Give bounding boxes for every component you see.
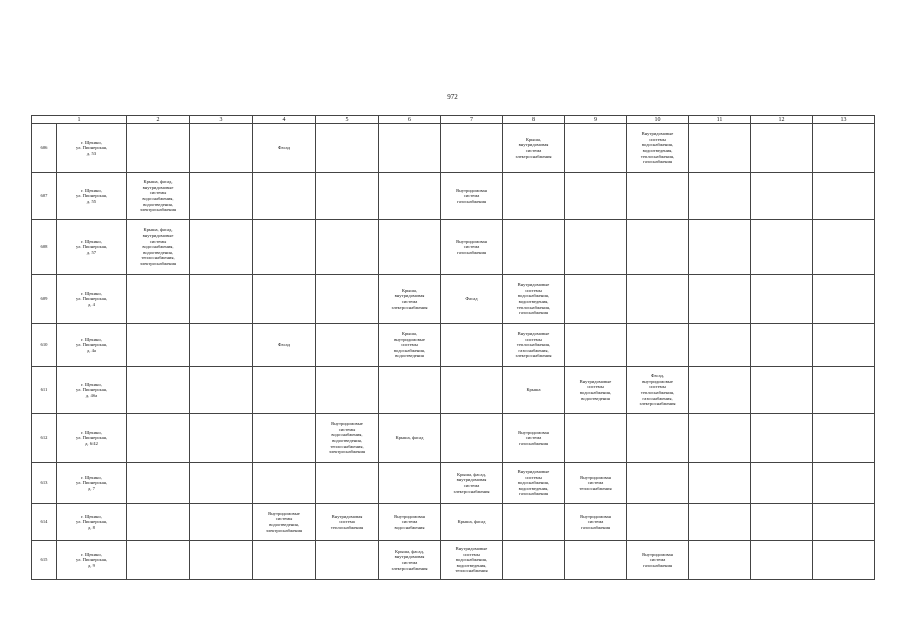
row-number: 613 xyxy=(32,463,57,504)
work-cell xyxy=(565,324,627,367)
work-cell xyxy=(689,504,751,541)
table-row xyxy=(32,504,875,541)
work-cell xyxy=(627,414,689,463)
work-cell: Внутридомовые системы водоснабжения, водоотведения xyxy=(565,367,627,414)
work-cell xyxy=(127,541,190,580)
row-number: 614 xyxy=(32,504,57,541)
work-cell: Внутридомовая система теплоснабжения xyxy=(565,463,627,504)
work-cell xyxy=(253,414,316,463)
work-cell xyxy=(813,275,875,324)
work-cell xyxy=(253,541,316,580)
work-cell xyxy=(316,367,379,414)
table-row xyxy=(32,414,875,463)
row-number: 608 xyxy=(32,220,57,275)
address-cell: г. Щекино, ул. Пионерская, д. 6/42 xyxy=(57,414,127,463)
work-cell: Крыша, фасад, внутридомовые системы водоснабжения, водоотведения, электроснабжения xyxy=(127,173,190,220)
work-cell: Внутридомовая система водоснабжения xyxy=(379,504,441,541)
table-row xyxy=(32,324,875,367)
header-row xyxy=(32,116,875,124)
work-cell xyxy=(565,414,627,463)
table-row xyxy=(32,173,875,220)
work-cell xyxy=(316,541,379,580)
table-row xyxy=(32,275,875,324)
work-cell xyxy=(565,220,627,275)
work-cell xyxy=(751,124,813,173)
column-header: 9 xyxy=(565,116,627,124)
work-cell xyxy=(190,220,253,275)
work-cell xyxy=(127,463,190,504)
work-cell: Внутридомовые системы теплоснабжения, газоснабжения, электроснабжения xyxy=(503,324,565,367)
work-cell: Внутридомовые системы водоснабжения, водоотведения, теплоснабжения, газоснабжения xyxy=(503,275,565,324)
column-header: 1 xyxy=(32,116,127,124)
work-cell xyxy=(689,220,751,275)
work-cell: Внутридомовые системы водоснабжения, водоотведения, газоснабжения xyxy=(503,463,565,504)
work-cell: Крыша, фасад xyxy=(441,504,503,541)
work-cell: Крыша, фасад, внутридомовая система электроснабжения xyxy=(441,463,503,504)
work-cell xyxy=(627,173,689,220)
address-cell: г. Щекино, ул. Пионерская, д. 4 xyxy=(57,275,127,324)
work-cell xyxy=(441,124,503,173)
work-cell xyxy=(190,414,253,463)
work-cell xyxy=(689,124,751,173)
address-cell: г. Щекино, ул. Пионерская, д. 8 xyxy=(57,504,127,541)
work-cell xyxy=(565,173,627,220)
work-cell xyxy=(813,463,875,504)
table-row xyxy=(32,541,875,580)
work-cell: Фасад, внутридомовые системы теплоснабжения, газоснабжения, электроснабжения xyxy=(627,367,689,414)
work-cell: Внутридомовые системы водоотведения, электроснабжения xyxy=(253,504,316,541)
row-number: 607 xyxy=(32,173,57,220)
work-cell xyxy=(190,275,253,324)
column-header: 8 xyxy=(503,116,565,124)
work-cell xyxy=(379,463,441,504)
work-cell xyxy=(813,367,875,414)
row-number: 612 xyxy=(32,414,57,463)
work-cell xyxy=(503,541,565,580)
work-cell xyxy=(689,173,751,220)
work-cell xyxy=(813,124,875,173)
work-cell: Внутридомовая система газоснабжения xyxy=(627,541,689,580)
work-cell xyxy=(127,367,190,414)
work-cell xyxy=(689,541,751,580)
table-row xyxy=(32,367,875,414)
work-cell: Крыша, внутридомовая система электроснабжения xyxy=(503,124,565,173)
page-number: 972 xyxy=(447,93,458,101)
address-cell: г. Щекино, ул. Пионерская, д. 7 xyxy=(57,463,127,504)
work-cell xyxy=(627,275,689,324)
address-cell: г. Щекино, ул. Пионерская, д. 4ба xyxy=(57,367,127,414)
work-cell xyxy=(316,275,379,324)
work-cell xyxy=(813,414,875,463)
work-cell xyxy=(316,324,379,367)
work-cell xyxy=(441,324,503,367)
work-cell xyxy=(813,220,875,275)
work-cell xyxy=(813,541,875,580)
work-cell: Внутридомовые системы водоснабжения, водоотведения, теплоснабжения, газоснабжения xyxy=(627,124,689,173)
work-cell xyxy=(253,173,316,220)
work-cell xyxy=(441,414,503,463)
column-header: 4 xyxy=(253,116,316,124)
address-cell: г. Щекино, ул. Пионерская, д. 9 xyxy=(57,541,127,580)
work-cell xyxy=(316,173,379,220)
work-cell: Внутридомовая система теплоснабжения xyxy=(316,504,379,541)
work-cell xyxy=(190,541,253,580)
work-cell: Внутридомовые системы водоснабжения, водоотведения, теплоснабжения xyxy=(441,541,503,580)
works-schedule-table xyxy=(31,115,875,580)
work-cell xyxy=(190,124,253,173)
work-cell xyxy=(253,367,316,414)
work-cell xyxy=(441,367,503,414)
work-cell xyxy=(127,124,190,173)
work-cell xyxy=(190,324,253,367)
work-cell xyxy=(751,220,813,275)
work-cell xyxy=(190,173,253,220)
work-cell: Крыша, фасад xyxy=(379,414,441,463)
work-cell xyxy=(316,220,379,275)
address-cell: г. Щекино, ул. Пионерская, д. 55 xyxy=(57,173,127,220)
address-cell: г. Щекино, ул. Пионерская, д. 53 xyxy=(57,124,127,173)
work-cell xyxy=(253,275,316,324)
work-cell xyxy=(503,220,565,275)
address-cell: г. Щекино, ул. Пионерская, д. 4а xyxy=(57,324,127,367)
work-cell xyxy=(751,541,813,580)
work-cell xyxy=(190,504,253,541)
column-header: 13 xyxy=(813,116,875,124)
work-cell xyxy=(751,463,813,504)
column-header: 11 xyxy=(689,116,751,124)
row-number: 606 xyxy=(32,124,57,173)
column-header: 10 xyxy=(627,116,689,124)
work-cell xyxy=(565,275,627,324)
column-header: 2 xyxy=(127,116,190,124)
work-cell: Крыша, внутридомовая система электроснабжения xyxy=(379,275,441,324)
work-cell xyxy=(253,220,316,275)
work-cell: Фасад xyxy=(253,124,316,173)
work-cell xyxy=(379,124,441,173)
work-cell xyxy=(813,173,875,220)
row-number: 609 xyxy=(32,275,57,324)
row-number: 610 xyxy=(32,324,57,367)
table-row xyxy=(32,220,875,275)
work-cell: Крыша, фасад, внутридомовые системы водоснабжения, водоотведения, теплоснабжения, электроснабжения xyxy=(127,220,190,275)
work-cell xyxy=(689,324,751,367)
work-cell xyxy=(316,463,379,504)
work-cell xyxy=(565,541,627,580)
work-cell: Внутридомовая система газоснабжения xyxy=(565,504,627,541)
work-cell xyxy=(379,220,441,275)
work-cell xyxy=(627,324,689,367)
work-cell xyxy=(627,463,689,504)
work-cell: Крыша xyxy=(503,367,565,414)
work-cell xyxy=(751,173,813,220)
work-cell: Внутридомовая система газоснабжения xyxy=(441,220,503,275)
work-cell xyxy=(627,504,689,541)
work-cell xyxy=(503,173,565,220)
row-number: 611 xyxy=(32,367,57,414)
work-cell: Фасад xyxy=(253,324,316,367)
table-row xyxy=(32,124,875,173)
row-number: 615 xyxy=(32,541,57,580)
table-body xyxy=(32,124,875,580)
work-cell xyxy=(127,324,190,367)
work-cell: Внутридомовая система газоснабжения xyxy=(503,414,565,463)
work-cell: Крыша, фасад, внутридомовая система электроснабжения xyxy=(379,541,441,580)
work-cell xyxy=(751,414,813,463)
work-cell xyxy=(565,124,627,173)
work-cell xyxy=(689,367,751,414)
work-cell: Крыша, внутридомовые системы водоснабжения, водоотведения xyxy=(379,324,441,367)
work-cell xyxy=(751,275,813,324)
column-header: 6 xyxy=(379,116,441,124)
work-cell: Внутридомовая система газоснабжения xyxy=(441,173,503,220)
work-cell xyxy=(253,463,316,504)
work-cell xyxy=(127,504,190,541)
work-cell xyxy=(316,124,379,173)
work-cell: Внутридомовые системы водоснабжения, водоотведения, теплоснабжения, электроснабжения xyxy=(316,414,379,463)
work-cell xyxy=(751,504,813,541)
column-header: 3 xyxy=(190,116,253,124)
column-header: 7 xyxy=(441,116,503,124)
work-cell: Фасад xyxy=(441,275,503,324)
work-cell xyxy=(751,367,813,414)
work-cell xyxy=(627,220,689,275)
work-cell xyxy=(379,173,441,220)
column-header: 5 xyxy=(316,116,379,124)
work-cell xyxy=(503,504,565,541)
work-cell xyxy=(127,275,190,324)
work-cell xyxy=(190,463,253,504)
work-cell xyxy=(813,504,875,541)
table-row xyxy=(32,463,875,504)
work-cell xyxy=(190,367,253,414)
address-cell: г. Щекино, ул. Пионерская, д. 57 xyxy=(57,220,127,275)
work-cell xyxy=(379,367,441,414)
work-cell xyxy=(689,275,751,324)
work-cell xyxy=(813,324,875,367)
work-cell xyxy=(127,414,190,463)
work-cell xyxy=(689,414,751,463)
column-header: 12 xyxy=(751,116,813,124)
work-cell xyxy=(689,463,751,504)
work-cell xyxy=(751,324,813,367)
